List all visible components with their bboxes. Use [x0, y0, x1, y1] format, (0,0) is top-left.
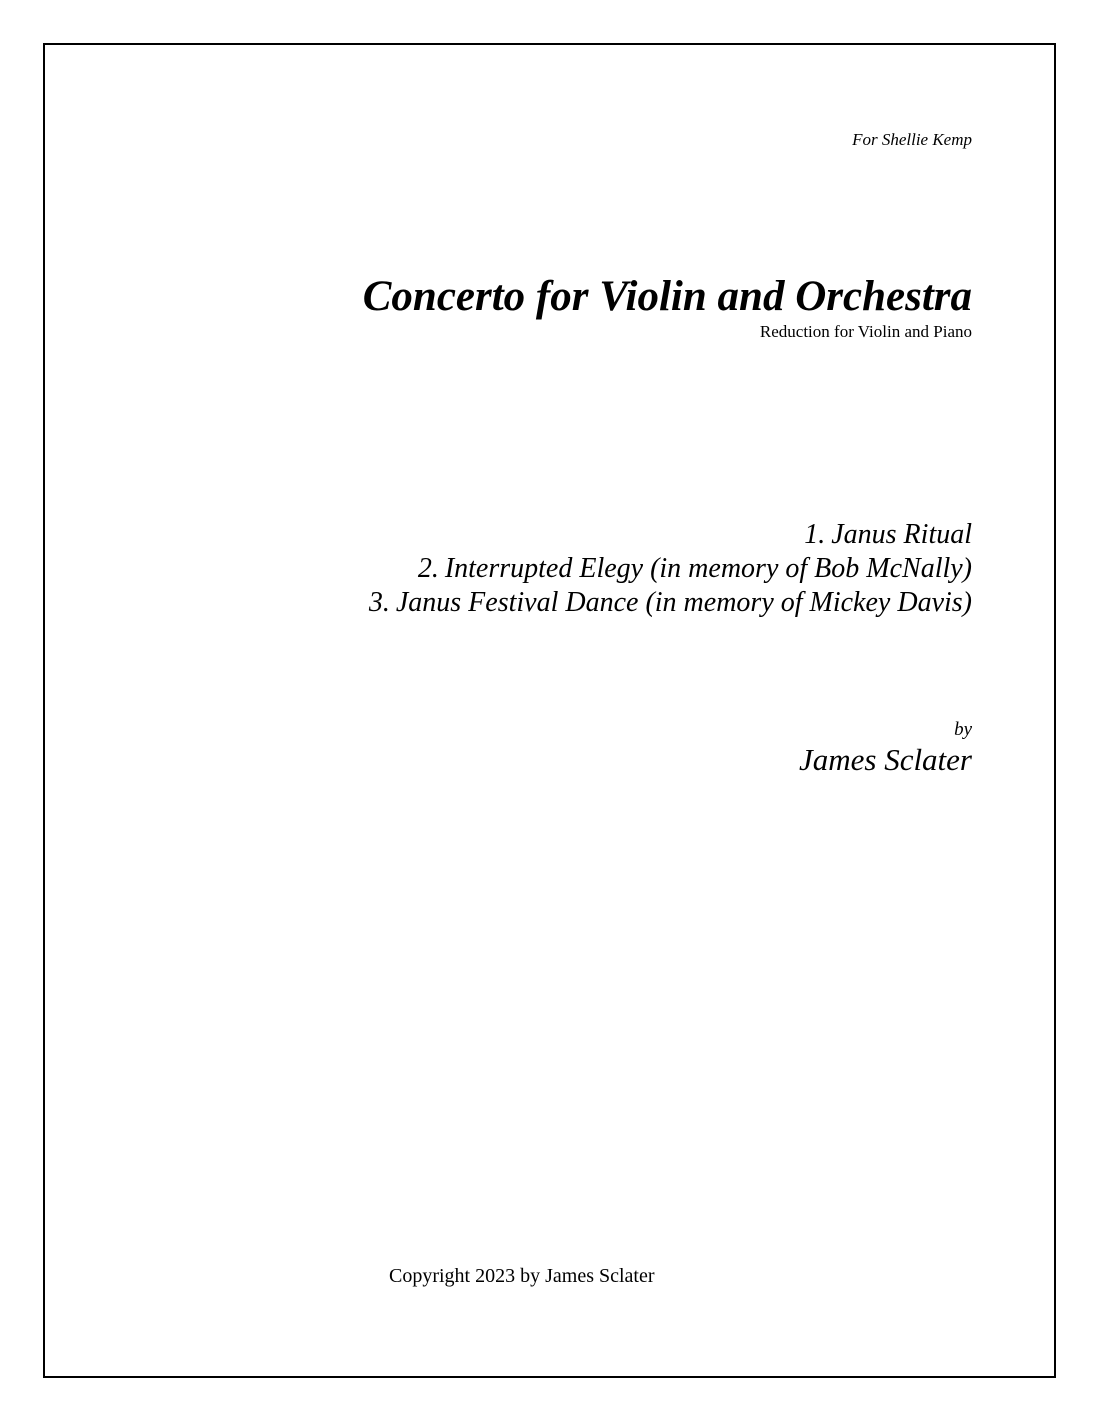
page-frame	[43, 43, 1056, 1378]
by-label: by	[954, 719, 972, 740]
movement-number: 2.	[417, 553, 439, 584]
page-title: Concerto for Violin and Orchestra	[362, 273, 972, 320]
movement-item	[369, 552, 972, 586]
movement-title: Janus Ritual	[831, 519, 972, 550]
copyright-notice: Copyright 2023 by James Sclater	[389, 1265, 655, 1287]
movement-item	[369, 518, 972, 552]
movement-item	[369, 586, 972, 620]
dedication: For Shellie Kemp	[852, 130, 972, 149]
movement-number: 3.	[368, 587, 390, 618]
movement-title: Interrupted Elegy (in memory of Bob McNally)	[444, 553, 972, 584]
movement-title: Janus Festival Dance (in memory of Mickey Davis)	[395, 587, 972, 618]
movement-number: 1.	[804, 519, 826, 550]
movement-list	[369, 518, 972, 620]
composer-name: James Sclater	[798, 742, 972, 777]
subtitle: Reduction for Violin and Piano	[759, 322, 972, 341]
